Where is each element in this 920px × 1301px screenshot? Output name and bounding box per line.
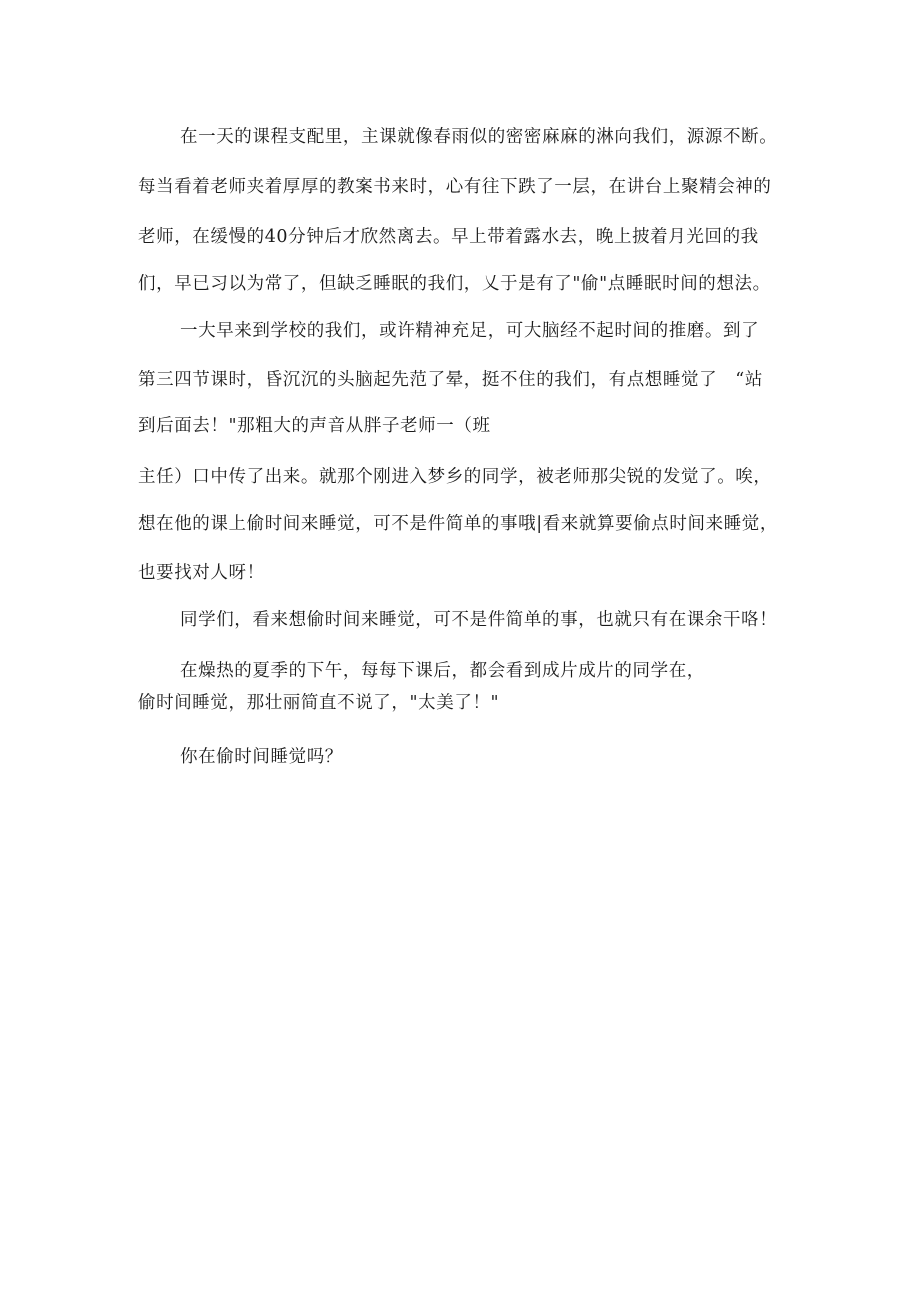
paragraph-5-line-1: 你在偷时间睡觉吗？ bbox=[180, 747, 343, 767]
paragraph-2-line-1: 一大早来到学校的我们，或许精神充足，可大脑经不起时间的推磨。到了 bbox=[180, 321, 760, 341]
paragraph-2-line-4: 主任）口中传了出来。就那个刚进入梦乡的同学，被老师那尖锐的发觉了。唉， bbox=[138, 467, 772, 487]
paragraph-2-line-6: 也要找对人呀！ bbox=[138, 563, 265, 583]
paragraph-3-line-1: 同学们，看来想偷时间来睡觉，可不是件简单的事，也就只有在课余干咯！ bbox=[180, 610, 778, 630]
paragraph-2-line-3: 到后面去！"那粗大的声音从胖子老师一（班 bbox=[138, 416, 491, 436]
paragraph-1-line-3: 老师，在缓慢的40分钟后才欣然离去。早上带着露水去，晚上披着月光回的我 bbox=[138, 227, 759, 247]
paragraph-1-line-4: 们，早已习以为常了，但缺乏睡眠的我们，乂于是有了"偷"点睡眠时间的想法。 bbox=[138, 274, 771, 294]
paragraph-4-line-1: 在燥热的夏季的下午，每每下课后，都会看到成片成片的同学在， bbox=[180, 661, 705, 681]
paragraph-2-line-5: 想在他的课上偷时间来睡觉，可不是件简单的事哦|看来就算要偷点时间来睡觉， bbox=[138, 514, 778, 534]
paragraph-4-line-2: 偷时间睡觉，那壮丽简直不说了，"太美了！" bbox=[138, 693, 500, 713]
paragraph-1-line-1: 在一天的课程支配里，主课就像春雨似的密密麻麻的淋向我们，源源不断。 bbox=[180, 127, 778, 147]
paragraph-2-line-2: 第三四节课时，昏沉沉的头脑起先范了晕，挺不住的我们，有点想睡觉了 “站 bbox=[138, 370, 763, 390]
paragraph-1-line-2: 每当看着老师夹着厚厚的教案书来时，心有往下跌了一层，在讲台上聚精会神的 bbox=[138, 177, 772, 197]
